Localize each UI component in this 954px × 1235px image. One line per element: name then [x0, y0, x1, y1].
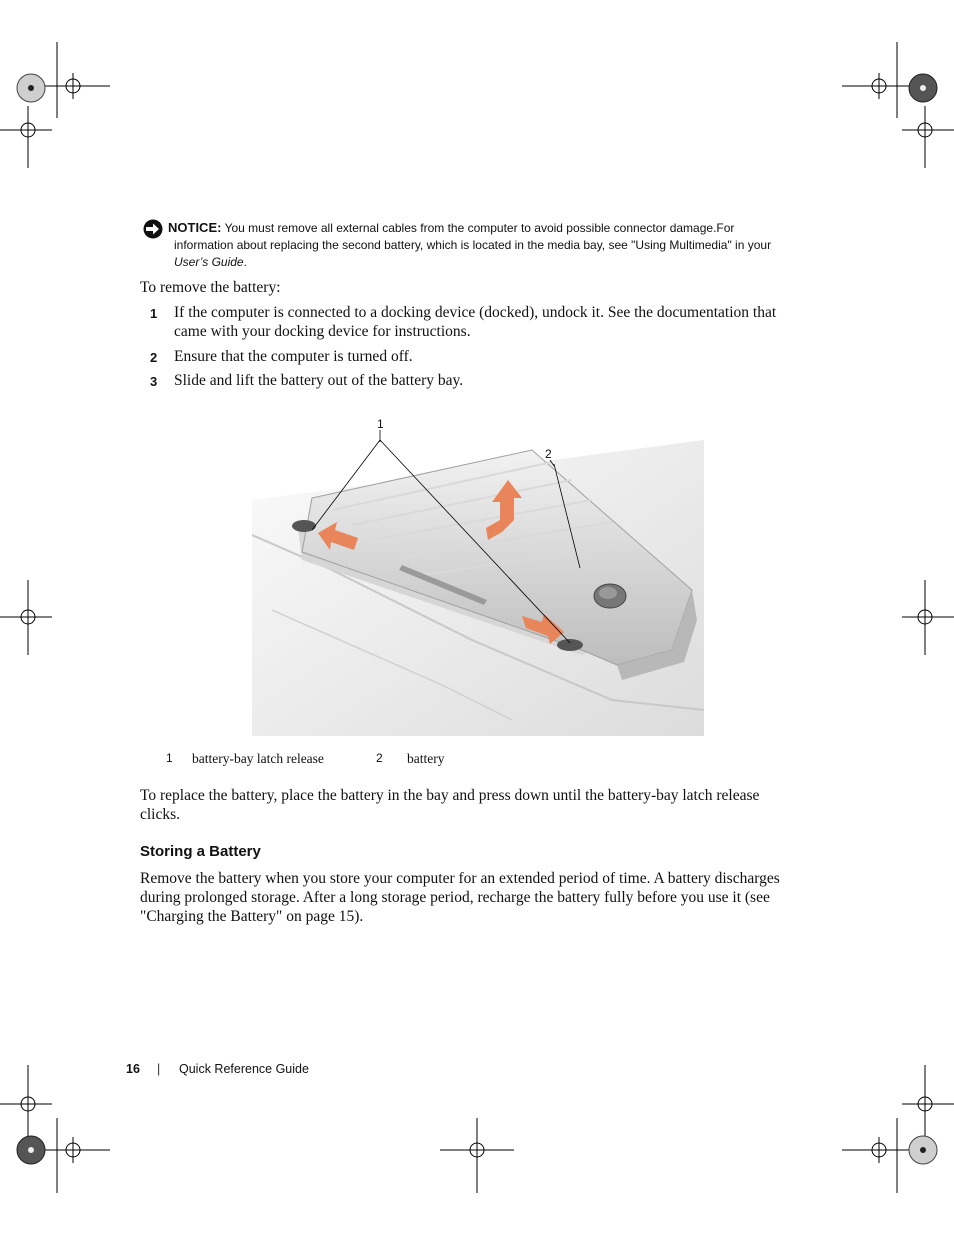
legend-label-2: battery	[407, 751, 445, 766]
users-guide-reference: User’s Guide	[174, 255, 244, 269]
replace-line-2: clicks.	[140, 806, 181, 823]
replace-paragraph	[140, 786, 820, 824]
callout-2-leader-top	[548, 460, 556, 466]
storage-line-2: during prolonged storage. After a long storage period, recharge the battery fully before you use it (see	[140, 889, 770, 906]
storage-line-1: Remove the battery when you store your computer for an extended period of time. A battery discharges	[140, 870, 780, 887]
callout-1: 1	[377, 417, 384, 431]
notice-label: NOTICE:	[168, 220, 222, 235]
step-1-line-2: came with your docking device for instructions.	[174, 323, 471, 340]
step-number: 3	[150, 374, 158, 389]
legend-number-2: 2	[376, 751, 383, 765]
notice-line-2: information about replacing the second battery, which is located in the media bay, see "Using Multimedia" in your	[174, 238, 772, 252]
footer-title: Quick Reference Guide	[179, 1062, 309, 1076]
notice-line-3-end: .	[243, 255, 247, 269]
footer-separator: |	[157, 1062, 161, 1076]
replace-line-1: To replace the battery, place the battery in the bay and press down until the battery-bay latch release	[140, 787, 760, 804]
storage-paragraph	[140, 869, 830, 926]
legend-number-1: 1	[166, 751, 173, 765]
step-1-line-1: If the computer is connected to a docking device (docked), undock it. See the documentation that	[174, 304, 777, 321]
step-number: 1	[150, 306, 158, 321]
callout-1-leader-top	[376, 430, 384, 442]
page-number: 16	[126, 1062, 140, 1076]
intro-text: To remove the battery:	[140, 279, 281, 296]
notice-arrow-icon	[142, 219, 164, 239]
battery-removal-illustration	[252, 440, 704, 736]
step-3-line-1: Slide and lift the battery out of the battery bay.	[174, 372, 464, 389]
storage-line-3: "Charging the Battery" on page 15).	[140, 908, 364, 925]
callout-2: 2	[545, 447, 552, 461]
step-number: 2	[150, 350, 158, 365]
step-2-line-1: Ensure that the computer is turned off.	[174, 348, 413, 365]
legend-label-1: battery-bay latch release	[192, 751, 324, 766]
notice-block	[142, 219, 812, 271]
notice-line-1: You must remove all external cables from the computer to avoid possible connector damage.For	[224, 221, 735, 235]
section-heading: Storing a Battery	[140, 843, 261, 860]
